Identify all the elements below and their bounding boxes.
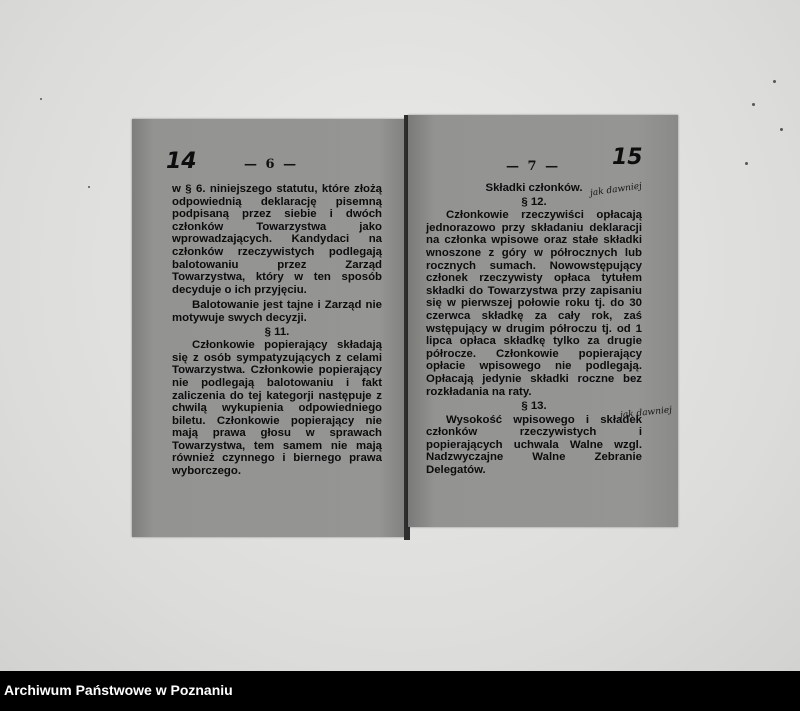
right-page-text — [426, 181, 642, 477]
paragraph: Wysokość wpisowego i składek członków rzeczywistych i popierających uchwala Walne wzgl. Nadzwyczajne Walne Zebranie Delegatów. — [426, 413, 642, 477]
right-folio-number: 15 — [612, 145, 643, 170]
paragraph: Balotowanie jest tajne i Zarząd nie motywuje swych decyzji. — [172, 299, 382, 324]
dust-speck — [773, 80, 776, 83]
section-heading: § 12. — [521, 195, 547, 208]
paragraph: Członkowie rzeczywiści opłacają jednorazowo przy składaniu deklaracji na członka wpisowe oraz stałe składki wnoszone z góry w półrocznych lub rocznych sumach. Nowowstępujący członek rzeczywisty opłaca tytułem składki do Towarzystwa przy zapisaniu się w pierwszej połowie roku tj. do 30 czerwca składkę za cały rok, zaś wstępujący w drugim półroczu tj. od 1 lipca opłaca składkę tylko za drugie półrocze. Członkowie popierający opłacie wpisowego nie podlegają. Opłacają jedynie składki roczne bez rozkładania na raty. — [426, 209, 642, 398]
right-page — [408, 115, 678, 527]
right-page-number: — 7 — — [506, 159, 561, 174]
dust-speck — [780, 128, 783, 131]
paragraph: w § 6. niniejszego statutu, które złożą odpowiednią deklarację pisemną podpisaną przez siebie i dwóch członków Towarzystwa jako wprowadzających. Kandydaci na członków rzeczywistych podlegają balotowaniu przez Zarząd Towarzystwa, który w ten sposób decyduje o ich przyjęciu. — [172, 183, 382, 296]
dust-speck — [745, 162, 748, 165]
left-page-number: — 6 — — [244, 157, 299, 172]
booklet — [132, 115, 678, 538]
section-heading: § 13. — [521, 400, 547, 413]
paragraph: Członkowie popierający składają się z osób sympatyzujących z celami Towarzystwa. Członkowie popierający nie podlegają balotowaniu i fakt zaliczenia do tej kategorji następuje z chwilą wykupienia odpowiedniego biletu. Członkowie popierający nie mają prawa głosu w sprawach Towarzystwa, tem samem nie mają również czynnego i biernego prawa wyborczego. — [172, 339, 382, 478]
section-title: Składki członków. — [485, 182, 583, 194]
handwritten-note: jak dawniej — [589, 181, 643, 199]
dust-speck — [752, 103, 755, 106]
handwritten-note: jak dawniej — [619, 405, 673, 421]
left-folio-number: 14 — [166, 149, 197, 174]
dust-speck — [40, 98, 42, 100]
archive-footer — [0, 671, 800, 711]
left-page-text — [172, 183, 382, 478]
left-page — [132, 119, 407, 537]
archive-name: Archiwum Państwowe w Poznaniu — [4, 682, 233, 698]
section-heading: § 11. — [264, 325, 290, 338]
dust-speck — [88, 186, 90, 188]
